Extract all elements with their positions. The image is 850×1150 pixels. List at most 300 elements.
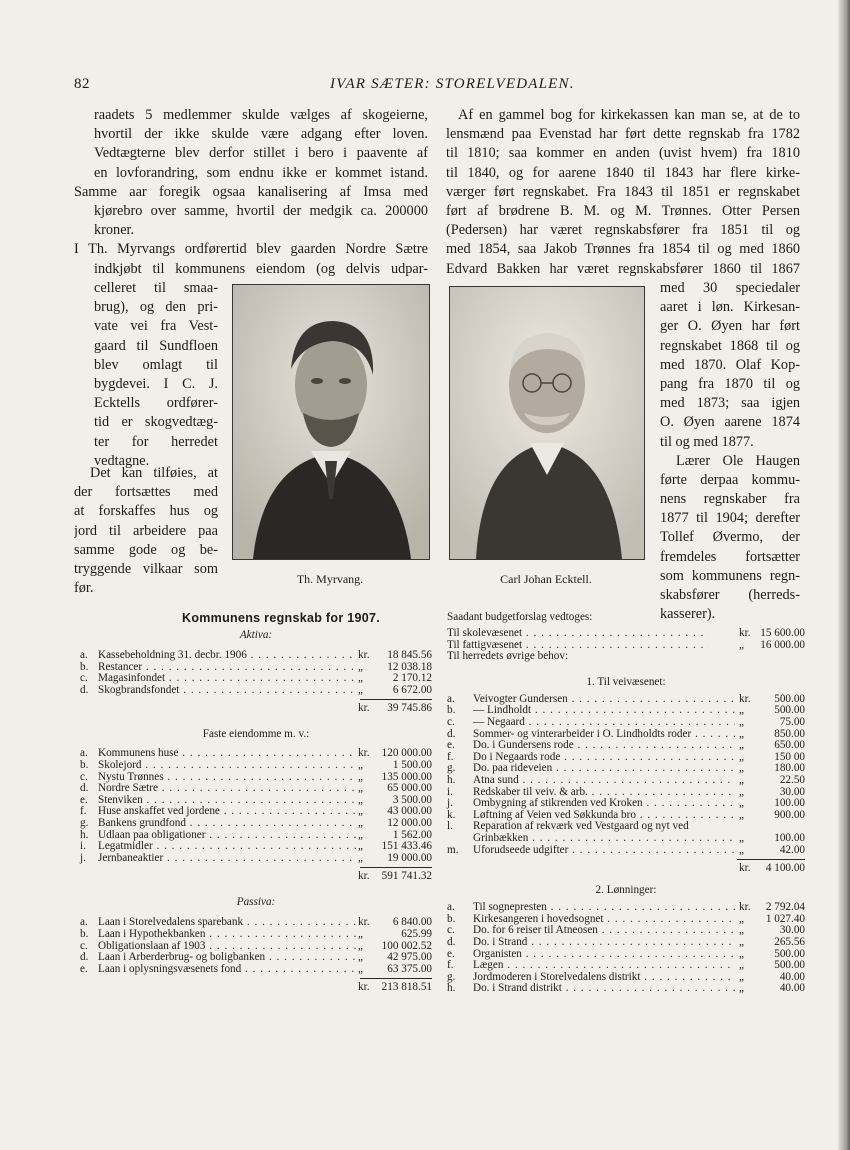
row-currency: „ — [358, 939, 363, 952]
text-line: raadets 5 medlemmer skulde vælges af skogeierne, — [94, 107, 428, 123]
row-description: Veivogter Gundersen . . . — [473, 694, 735, 705]
text-line: Af en gammel bog for kirkekassen kan man se, at de to — [458, 107, 800, 123]
row-amount: 22.50 — [779, 774, 805, 786]
text-line: brug), og den pri- — [94, 299, 218, 316]
row-description: Kassebeholdning 31. decbr. 1906 . . . — [98, 650, 356, 661]
table-row — [447, 821, 805, 833]
row-letter: e. — [447, 947, 455, 960]
book-page-edge — [838, 0, 850, 1150]
row-letter: e. — [447, 739, 455, 752]
row-currency: „ — [739, 982, 744, 995]
row-description: Lægen . . . — [473, 960, 735, 971]
row-description: Huse anskaffet ved jordene . . . — [98, 806, 356, 817]
row-amount: 2 170.12 — [392, 672, 432, 685]
row-letter: h. — [447, 982, 456, 995]
table-row — [80, 760, 432, 772]
row-letter: k. — [447, 808, 456, 821]
row-amount: 30.00 — [779, 785, 805, 798]
row-amount: 1 562.00 — [392, 828, 432, 841]
row-amount: 12 000.00 — [387, 817, 432, 829]
table-row — [80, 650, 432, 662]
row-amount: 63 375.00 — [387, 962, 432, 975]
row-description: Til fattigvæsenet . . . — [447, 640, 709, 651]
row-currency: „ — [739, 843, 744, 856]
row-letter: e. — [80, 962, 88, 975]
row-amount: 120 000.00 — [381, 747, 432, 760]
text-line: samme gode og be- — [74, 541, 218, 558]
table-row — [447, 628, 805, 640]
text-line: kjørebro over samme, hvortil der medgik ca. 200000 — [94, 202, 428, 219]
text-line: ger O. Øyen har ført — [660, 318, 800, 335]
row-currency: kr. — [739, 627, 751, 639]
row-letter: c. — [447, 924, 455, 937]
row-currency: „ — [739, 970, 744, 983]
row-letter: a. — [80, 747, 88, 760]
row-currency: „ — [739, 727, 744, 740]
text-line: kasserer). — [660, 606, 716, 623]
text-line: regnskabet 1868 til og — [660, 337, 800, 354]
text-line: aaret i løn. Kirkesan- — [660, 299, 800, 316]
row-currency: kr. — [739, 901, 751, 914]
row-letter: g. — [447, 762, 456, 775]
row-amount: 15 600.00 — [760, 627, 805, 639]
row-letter: d. — [80, 951, 89, 964]
text-line: som kommunens regn- — [660, 567, 800, 584]
row-letter: l. — [447, 820, 453, 833]
row-amount: 100.00 — [774, 797, 805, 810]
text-line: Ecktells ordfører- — [94, 395, 218, 412]
text-line: med 1870. Olaf Kop- — [660, 356, 800, 373]
row-letter: e. — [80, 793, 88, 806]
total-row — [80, 871, 432, 883]
row-description: — Lindholdt . . . — [473, 705, 735, 716]
table-row — [80, 783, 432, 795]
row-description: Organisten . . . — [473, 949, 735, 960]
row-amount: 500.00 — [774, 947, 805, 960]
row-letter: f. — [447, 959, 454, 972]
total-amount: 591 741.32 — [381, 870, 432, 883]
row-currency: „ — [739, 762, 744, 775]
row-letter: b. — [80, 660, 89, 673]
table-row — [80, 685, 432, 697]
table-row — [447, 694, 805, 706]
total-amount: 39 745.86 — [387, 702, 432, 715]
row-amount: 500.00 — [774, 704, 805, 717]
row-description: Laan i Hypothekbanken . . . — [98, 929, 356, 940]
row-description: Magasinfondet . . . — [98, 673, 356, 684]
budget-table — [447, 612, 805, 1042]
table-row — [80, 673, 432, 685]
table-row — [80, 662, 432, 674]
table-row — [80, 929, 432, 941]
table-row — [447, 740, 805, 752]
row-currency: „ — [358, 672, 363, 685]
total-amount: 213 818.51 — [381, 981, 432, 994]
portrait-photo-myrvang — [232, 284, 430, 560]
table-row — [80, 917, 432, 929]
table-row — [447, 914, 805, 926]
row-amount: 75.00 — [779, 716, 805, 728]
text-line: Samme aar foregik ogsaa kanalisering af Imsa med — [74, 183, 428, 200]
row-amount: 1 500.00 — [392, 759, 432, 771]
text-line: O. Øyen aarene 1874 — [660, 414, 800, 431]
row-amount: 100 002.52 — [381, 939, 432, 952]
row-currency: kr. — [739, 692, 751, 705]
sum-rule — [360, 978, 432, 979]
text-line: med 1854, saa Jakob Trønnes fra 1854 til og med 1860 — [446, 241, 800, 258]
text-line: skabsfører (herreds- — [660, 587, 800, 603]
text-line: tryggende vilkaar som — [74, 560, 218, 577]
running-title: IVAR SÆTER: STORELVEDALEN. — [330, 76, 575, 92]
row-description: Do. i Strand . . . — [473, 937, 735, 948]
section-heading-text: Passiva: — [236, 896, 276, 909]
accounts-title: Kommunens regnskab for 1907. — [182, 611, 381, 625]
row-amount: 900.00 — [774, 808, 805, 821]
row-currency: „ — [358, 770, 363, 783]
row-amount: 100.00 — [774, 832, 805, 844]
row-currency: „ — [739, 912, 744, 925]
photo-caption-myrvang: Th. Myrvang. — [296, 572, 364, 586]
row-amount: 151 433.46 — [381, 840, 432, 853]
row-description: Grinbækken . . . — [473, 833, 735, 844]
table-row — [80, 952, 432, 964]
row-letter: m. — [447, 843, 459, 856]
total-currency: kr. — [358, 981, 370, 994]
row-amount: 16 000.00 — [760, 638, 805, 651]
row-description: Laan i Storelvedalens sparebank . . . — [98, 917, 356, 928]
row-currency: „ — [358, 793, 363, 806]
row-currency: „ — [739, 638, 744, 651]
table-row — [80, 853, 432, 865]
row-description: Legatmidler . . . — [98, 841, 356, 852]
intro-line — [447, 612, 805, 624]
text-line: celleret til smaa- — [94, 280, 218, 296]
table-row — [447, 972, 805, 984]
text-line: lensmænd paa Evenstad har ført dette regnskab fra 1782 — [446, 126, 800, 143]
row-description: Obligationslaan af 1903 . . . — [98, 941, 356, 952]
text-line: nens regnskaber fra — [660, 491, 800, 508]
text-line: I Th. Myrvangs ordførertid blev gaarden Nordre Sætre — [74, 241, 428, 258]
row-description: Sommer- og vinterarbeider i O. Lindholdts roder . . . — [473, 729, 735, 740]
portrait-photo-ecktell — [449, 286, 645, 560]
intro-text: Saadant budgetforslag vedtoges: — [447, 612, 593, 623]
row-description: Udlaan paa obligationer . . . — [98, 830, 356, 841]
section-heading-text: 2. Lønninger: — [595, 884, 657, 897]
row-letter: b. — [80, 928, 89, 940]
text-line: til 1840, og for aarene 1840 til 1843 har flere kirke- — [446, 164, 800, 181]
row-currency: „ — [739, 785, 744, 798]
table-row — [447, 717, 805, 729]
row-description: Uforudseede udgifter . . . — [473, 845, 735, 856]
right-narrow-paragraph — [660, 279, 800, 624]
row-letter: b. — [447, 704, 456, 717]
row-currency: „ — [358, 782, 363, 795]
table-row — [80, 964, 432, 976]
row-description: Atna sund . . . — [473, 775, 735, 786]
row-amount: 43 000.00 — [387, 805, 432, 818]
row-currency: kr. — [358, 916, 370, 929]
row-description: Jordmoderen i Storelvedalens distrikt . . . — [473, 972, 735, 983]
row-amount: 65 000.00 — [387, 782, 432, 795]
row-currency: „ — [358, 660, 363, 673]
section-heading-text: Faste eiendomme m. v.: — [202, 728, 310, 741]
section-heading — [80, 729, 432, 741]
row-currency: „ — [739, 947, 744, 960]
row-currency: „ — [739, 716, 744, 728]
row-letter: g. — [447, 970, 456, 983]
row-letter: c. — [447, 716, 455, 728]
row-currency: „ — [358, 759, 363, 771]
row-letter: f. — [80, 805, 87, 818]
portrait-icon — [233, 285, 429, 559]
row-letter: a. — [447, 692, 455, 705]
table-row — [447, 937, 805, 949]
row-currency: „ — [358, 828, 363, 841]
row-amount: 40.00 — [779, 982, 805, 995]
section-heading — [80, 897, 432, 909]
row-currency: „ — [739, 797, 744, 810]
row-currency: „ — [739, 750, 744, 763]
row-letter: j. — [447, 797, 453, 810]
text-line: indkjøbt til kommunens eiendom (og delvis udpar- — [94, 260, 428, 277]
row-description: Do. i Strand distrikt . . . — [473, 983, 735, 994]
row-amount: 42.00 — [779, 843, 805, 856]
row-amount: 135 000.00 — [381, 770, 432, 783]
text-line: ført af brødrene B. M. og M. Trønnes. Otter Persen — [446, 202, 800, 219]
total-currency: kr. — [358, 870, 370, 883]
text-line: at forskaffes hus og — [74, 503, 218, 520]
table-row — [447, 983, 805, 995]
text-line: Tollef Øvermo, der — [660, 529, 800, 546]
row-description: — Negaard . . . — [473, 717, 735, 728]
page-number: 82 — [74, 76, 90, 92]
text-line: kroner. — [94, 222, 135, 239]
text-line: værger ført regnskabet. Fra 1843 til 1851 er regnskabet — [446, 183, 800, 200]
row-amount: 2 792.04 — [765, 901, 805, 914]
table-row — [447, 775, 805, 787]
row-letter: b. — [80, 759, 89, 771]
text-line: førte derpaa kommu- — [660, 471, 800, 488]
row-currency: „ — [739, 832, 744, 844]
text-line: med 30 speciedaler — [660, 280, 800, 296]
row-amount: 12 038.18 — [387, 660, 432, 673]
table-row — [447, 810, 805, 822]
sum-rule — [360, 699, 432, 700]
row-description: Skolejord . . . — [98, 760, 356, 771]
left-paragraph — [74, 106, 428, 279]
table-row — [80, 941, 432, 953]
row-description: Nystu Trønnes . . . — [98, 772, 356, 783]
text-line: jord til arbeidere paa — [74, 522, 218, 539]
row-description: Til skolevæsenet . . . — [447, 628, 709, 639]
row-letter: h. — [80, 828, 89, 841]
row-letter: a. — [80, 916, 88, 929]
row-amount: 150 00 — [774, 750, 805, 763]
row-currency: kr. — [358, 649, 370, 661]
row-amount: 6 840.00 — [392, 916, 432, 929]
row-description: Ombygning af stikrenden ved Kroken . . . — [473, 798, 735, 809]
text-line: gaard til Sundfloen — [94, 337, 218, 354]
table-row — [447, 651, 805, 663]
row-description: Jernbaneaktier . . . — [98, 853, 356, 864]
table-row — [447, 640, 805, 652]
text-line: før. — [74, 580, 94, 597]
section-heading — [447, 677, 805, 689]
row-letter: c. — [80, 770, 88, 783]
table-row — [447, 833, 805, 845]
text-line: der fortsættes med — [74, 484, 218, 501]
row-amount: 650.00 — [774, 739, 805, 752]
table-row — [447, 787, 805, 799]
row-currency: „ — [358, 928, 363, 940]
total-currency: kr. — [358, 702, 370, 715]
text-line: fremdeles fortsætter — [660, 548, 800, 565]
text-line: til og med 1877. — [660, 433, 754, 450]
portrait-icon — [450, 287, 644, 559]
text-line: pang fra 1870 til og — [660, 375, 800, 392]
table-row — [447, 960, 805, 972]
row-description: Reparation af rekværk ved Vestgaard og nyt ved — [473, 821, 689, 833]
row-description: Kirkesangeren i hovedsognet . . . — [473, 914, 735, 925]
table-row — [80, 772, 432, 784]
row-amount: 40.00 — [779, 970, 805, 983]
text-line: tid er skogvedtæg- — [94, 414, 218, 431]
table-row — [447, 705, 805, 717]
row-currency: kr. — [358, 747, 370, 760]
row-letter: g. — [80, 817, 89, 829]
table-row — [447, 752, 805, 764]
sum-rule — [737, 859, 805, 860]
text-line: vate vei fra Vest- — [94, 318, 218, 335]
table-row — [447, 763, 805, 775]
total-row — [80, 703, 432, 715]
text-line: hvortil der ikke skulde være adgang efter loven. — [94, 126, 428, 143]
row-letter: a. — [447, 901, 455, 914]
row-currency: „ — [358, 683, 363, 696]
left-narrow-paragraph — [94, 279, 218, 471]
table-row — [447, 925, 805, 937]
row-description: Do. for 6 reiser til Atneosen . . . — [473, 925, 735, 936]
text-line: en lovforandring, som endnu ikke er kommet istand. — [94, 164, 428, 181]
row-description: Restancer . . . — [98, 662, 356, 673]
row-currency: „ — [739, 959, 744, 972]
table-row — [80, 748, 432, 760]
row-letter: d. — [80, 782, 89, 795]
section-heading — [447, 885, 805, 897]
row-currency: „ — [739, 704, 744, 717]
row-letter: j. — [80, 851, 86, 864]
row-description: Laan i oplysningsvæsenets fond . . . — [98, 964, 356, 975]
text-line: Lærer Ole Haugen — [676, 452, 800, 469]
row-description: Kommunens huse . . . — [98, 748, 356, 759]
row-letter: c. — [80, 672, 88, 685]
row-description: Redskaber til veiv. & arb. . . . — [473, 787, 735, 798]
row-letter: c. — [80, 939, 88, 952]
text-line: Det kan tilføies, at — [90, 465, 218, 481]
row-currency: „ — [358, 805, 363, 818]
row-amount: 850.00 — [774, 727, 805, 740]
section-heading-text: Aktiva: — [239, 629, 273, 641]
row-description: Til herredets øvrige behov: — [447, 651, 569, 663]
row-description: Stenviken . . . — [98, 795, 356, 806]
text-line: blev omlagt til — [94, 356, 218, 373]
table-row — [80, 806, 432, 818]
row-amount: 3 500.00 — [392, 793, 432, 806]
table-row — [447, 845, 805, 857]
table-row — [80, 795, 432, 807]
table-row — [80, 830, 432, 842]
total-amount: 4 100.00 — [765, 862, 805, 875]
text-line: Edvard Bakken har været regnskabsfører 1860 til 1867 — [446, 260, 800, 277]
row-description: Til sognepresten . . . — [473, 902, 735, 913]
text-line: med 1873; saa igjen — [660, 395, 800, 412]
photo-caption-ecktell: Carl Johan Ecktell. — [500, 572, 592, 586]
row-currency: „ — [739, 774, 744, 786]
row-description: Laan i Arberderbrug- og boligbanken . . . — [98, 952, 356, 963]
row-amount: 18 845.56 — [387, 649, 432, 661]
right-paragraph — [446, 106, 800, 279]
text-line: ter for herredet — [94, 433, 218, 450]
row-currency: „ — [358, 840, 363, 853]
row-description: Nordre Sætre . . . — [98, 783, 356, 794]
row-currency: „ — [739, 936, 744, 948]
row-currency: „ — [739, 924, 744, 937]
table-row — [80, 841, 432, 853]
row-description: Løftning af Veien ved Søkkunda bro . . . — [473, 810, 735, 821]
row-description: Skogbrandsfondet . . . — [98, 685, 356, 696]
text-line: 1877 til 1904; derefter — [660, 510, 800, 527]
row-description: Do i Negaards rode . . . — [473, 752, 735, 763]
text-line: Vedtægterne blev derfor stillet i bero i paavente af — [94, 145, 428, 162]
row-amount: 500.00 — [774, 959, 805, 972]
row-letter: i. — [447, 785, 453, 798]
row-amount: 30.00 — [779, 924, 805, 937]
row-amount: 6 672.00 — [392, 683, 432, 696]
text-line: til 1810; saa kommer en anden (uvist hvem) fra 1810 — [446, 145, 800, 162]
row-amount: 42 975.00 — [387, 951, 432, 964]
row-description: Do. paa rideveien . . . — [473, 763, 735, 774]
row-letter: i. — [80, 840, 86, 853]
total-currency: kr. — [739, 862, 751, 875]
row-letter: d. — [447, 727, 456, 740]
row-amount: 625.99 — [401, 928, 432, 940]
row-amount: 1 027.40 — [765, 912, 805, 925]
row-amount: 180.00 — [774, 762, 805, 775]
row-currency: „ — [358, 817, 363, 829]
row-letter: h. — [447, 774, 456, 786]
row-currency: „ — [358, 962, 363, 975]
row-letter: d. — [447, 936, 456, 948]
row-letter: a. — [80, 649, 88, 661]
text-line: (Pedersen) har været regnskabsfører fra 1851 til og — [446, 222, 800, 239]
accounts-table — [80, 630, 432, 1040]
row-description: Do. i Gundersens rode . . . — [473, 740, 735, 751]
row-amount: 19 000.00 — [387, 851, 432, 864]
text-line: bygdevei. I C. J. — [94, 375, 218, 392]
row-letter: b. — [447, 912, 456, 925]
section-heading — [80, 630, 432, 642]
row-amount: 265.56 — [774, 936, 805, 948]
total-row — [447, 863, 805, 875]
row-letter: f. — [447, 750, 454, 763]
left-narrow-paragraph-2 — [74, 464, 218, 598]
section-heading-text: 1. Til veivæsenet: — [586, 675, 666, 688]
table-row — [447, 798, 805, 810]
table-row — [447, 902, 805, 914]
row-description: Bankens grundfond . . . — [98, 818, 356, 829]
row-currency: „ — [358, 851, 363, 864]
row-letter: d. — [80, 683, 89, 696]
